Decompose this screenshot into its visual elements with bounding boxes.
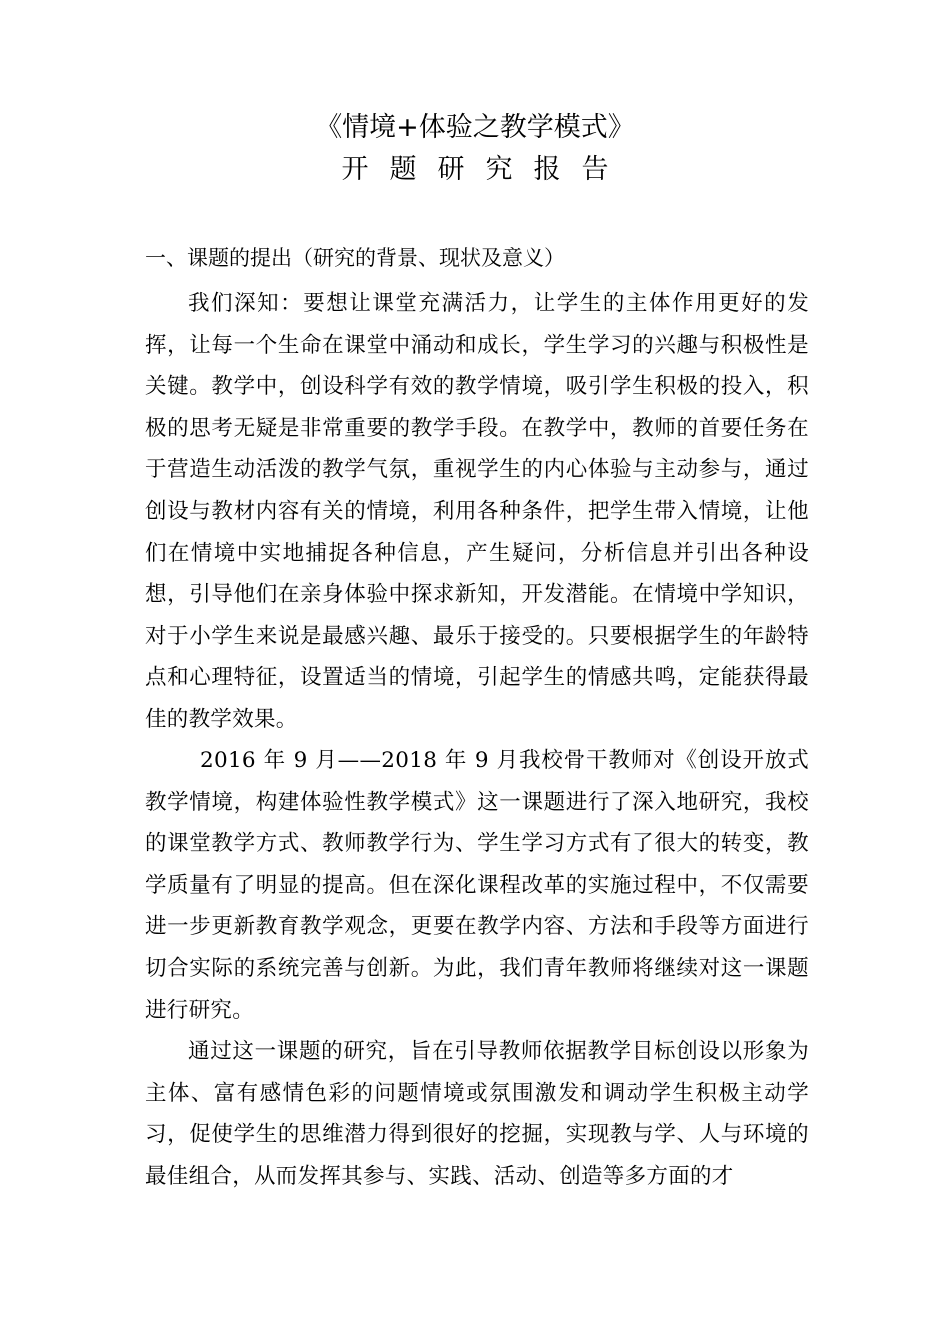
paragraph-background: 我们深知：要想让课堂充满活力，让学生的主体作用更好的发挥，让每一个生命在课堂中涌动和成长，学生学习的兴趣与积极性是关键。教学中，创设科学有效的教学情境，吸引学生积极的投入，积极的思考无疑是非常重要的教学手段。在教学中，教师的首要任务在于营造生动活泼的教学气氛，重视学生的内心体验与主动参与，通过创设与教材内容有关的情境，利用各种条件，把学生带入情境，让他们在情境中实地捕捉各种信息，产生疑问，分析信息并引出各种设想，引导他们在亲身体验中探求新知，开发潜能。在情境中学知识，对于小学生来说是最感兴趣、最乐于接受的。只要根据学生的年龄特点和心理特征，设置适当的情境，引起学生的情感共鸣，定能获得最佳的教学效果。 xyxy=(145,291,809,732)
paragraph-purpose: 通过这一课题的研究，旨在引导教师依据教学目标创设以形象为主体、富有感情色彩的问题情境或氛围激发和调动学生积极主动学习，促使学生的思维潜力得到很好的挖掘，实现教与学、人与环境的最佳组合，从而发挥其参与、实践、活动、创造等多方面的才 xyxy=(145,1039,809,1189)
document-subtitle: 开题研究报告 xyxy=(341,154,630,185)
section-heading: 一、课题的提出（研究的背景、现状及意义） xyxy=(145,246,565,270)
paragraph-prior-research: 2016 年 9 月——2018 年 9 月我校骨干教师对《创设开放式教学情境，构建体验性教学模式》这一课题进行了深入地研究，我校的课堂教学方式、教师教学行为、学生学习方式有了很大的转变，教学质量有了明显的提高。但在深化课程改革的实施过程中，不仅需要进一步更新教育教学观念，更要在教学内容、方法和手段等方面进行切合实际的系统完善与创新。为此，我们青年教师将继续对这一课题进行研究。 xyxy=(145,748,809,1023)
document-title: 《情境+体验之教学模式》 xyxy=(315,112,635,143)
